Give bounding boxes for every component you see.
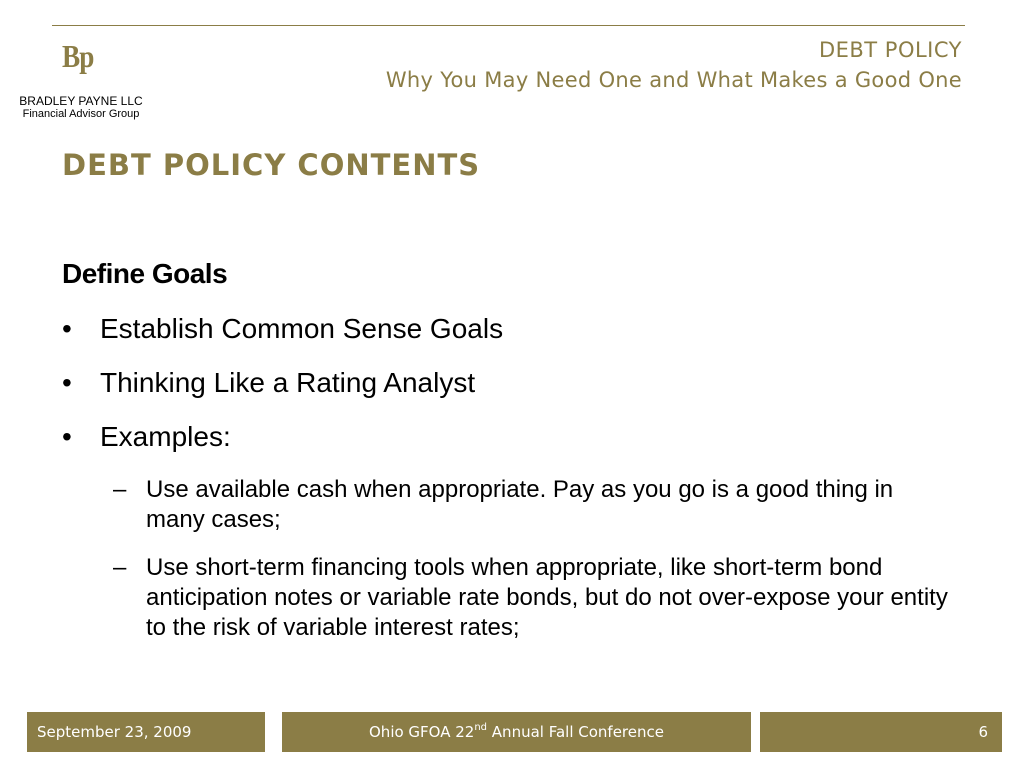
bullet-text: Examples:	[100, 421, 231, 452]
conference-name: Ohio GFOA 22	[369, 723, 475, 741]
sub-bullet-text: Use available cash when appropriate. Pay as you go is a good thing in many cases;	[146, 476, 894, 533]
conference-ordinal: nd	[474, 722, 488, 733]
footer-conference	[282, 712, 751, 752]
section-heading: Define Goals	[62, 258, 228, 289]
header-divider	[52, 25, 965, 26]
bullet-marker: •	[62, 367, 72, 398]
bullet-text: Thinking Like a Rating Analyst	[100, 367, 476, 398]
sub-bullet-item	[113, 475, 953, 535]
company-logo: Bp	[62, 38, 94, 74]
slide-title: DEBT POLICY CONTENTS	[62, 148, 481, 182]
firm-tagline: Financial Advisor Group	[22, 108, 140, 120]
presentation-subtitle: Why You May Need One and What Makes a Good One	[385, 68, 962, 92]
sub-bullet-marker: –	[113, 554, 127, 581]
presentation-title: DEBT POLICY	[818, 38, 962, 62]
bullet-text: Establish Common Sense Goals	[100, 313, 504, 344]
sub-bullet-item	[113, 553, 953, 643]
bullet-item	[62, 421, 231, 453]
conference-suffix: Annual Fall Conference	[487, 723, 664, 741]
page-number: 6	[760, 712, 1002, 752]
footer-date: September 23, 2009	[27, 712, 265, 752]
bullet-marker: •	[62, 313, 72, 344]
sub-bullet-text: Use short-term financing tools when appropriate, like short-term bond anticipation notes or variable rate bonds, but do not over-expose your entity to the risk of variable interest rates;	[146, 554, 948, 641]
bullet-item	[62, 313, 503, 345]
sub-bullet-marker: –	[113, 476, 127, 503]
firm-name: BRADLEY PAYNE LLC	[19, 94, 143, 108]
bullet-marker: •	[62, 421, 72, 452]
bullet-item	[62, 367, 475, 399]
